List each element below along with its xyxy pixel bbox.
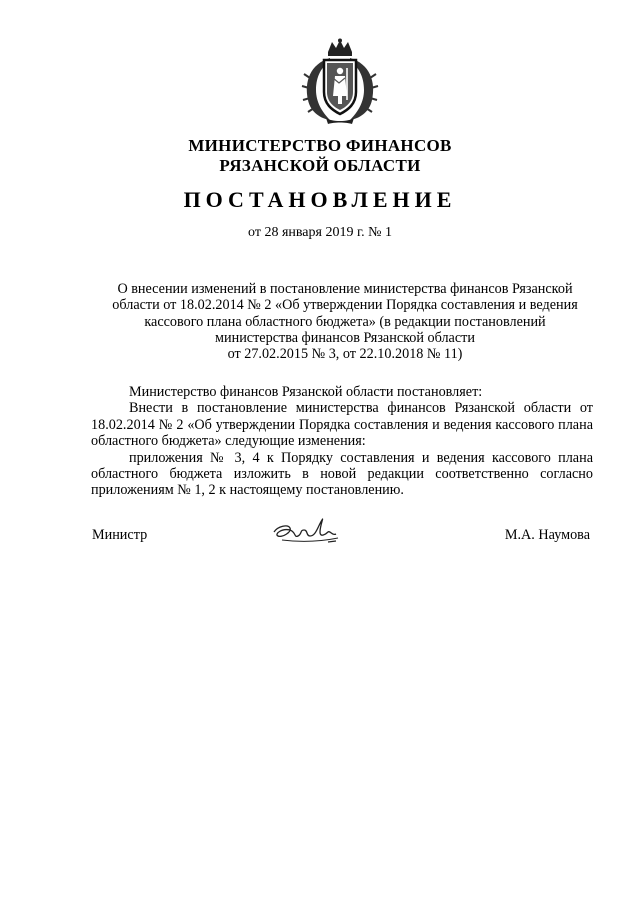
body-paragraph-amendment: Внести в постановление министерства финансов Рязанской области от 18.02.2014 № 2 «Об утверждении Порядка составления и ведения кассового плана областного бюджета» следующие изменения: — [91, 400, 593, 450]
document-date-number: от 28 января 2019 г. № 1 — [248, 225, 392, 240]
body-paragraph-details: приложения № 3, 4 к Порядку составления и ведения кассового плана областного бюджета изложить в новой редакции соответственно согласно приложениям № 1, 2 к настоящему постановлению. — [91, 449, 593, 499]
subject-line: от 27.02.2015 № 3, от 22.10.2018 № 11) — [227, 346, 463, 363]
document-type: ПОСТАНОВЛЕНИЕ — [183, 187, 457, 212]
signatory-name: М.А. Наумова — [504, 527, 590, 543]
subject-line: области от 18.02.2014 № 2 «Об утверждении Порядка составления и ведения — [112, 297, 578, 314]
document-subject — [95, 281, 595, 362]
body-paragraph-intro: Министерство финансов Рязанской области постановляет: — [129, 384, 483, 400]
subject-line: кассового плана областного бюджета» (в редакции постановлений — [144, 313, 546, 330]
ministry-name-line2: РЯЗАНСКОЙ ОБЛАСТИ — [219, 156, 421, 175]
ministry-name-line1: МИНИСТЕРСТВО ФИНАНСОВ — [188, 136, 452, 155]
coat-of-arms-icon — [300, 38, 380, 124]
subject-line: министерства финансов Рязанской области — [215, 329, 475, 346]
subject-line: О внесении изменений в постановление министерства финансов Рязанской — [117, 281, 573, 297]
signatory-title: Министр — [92, 527, 148, 543]
document-body — [91, 384, 593, 499]
handwritten-signature — [268, 512, 348, 550]
